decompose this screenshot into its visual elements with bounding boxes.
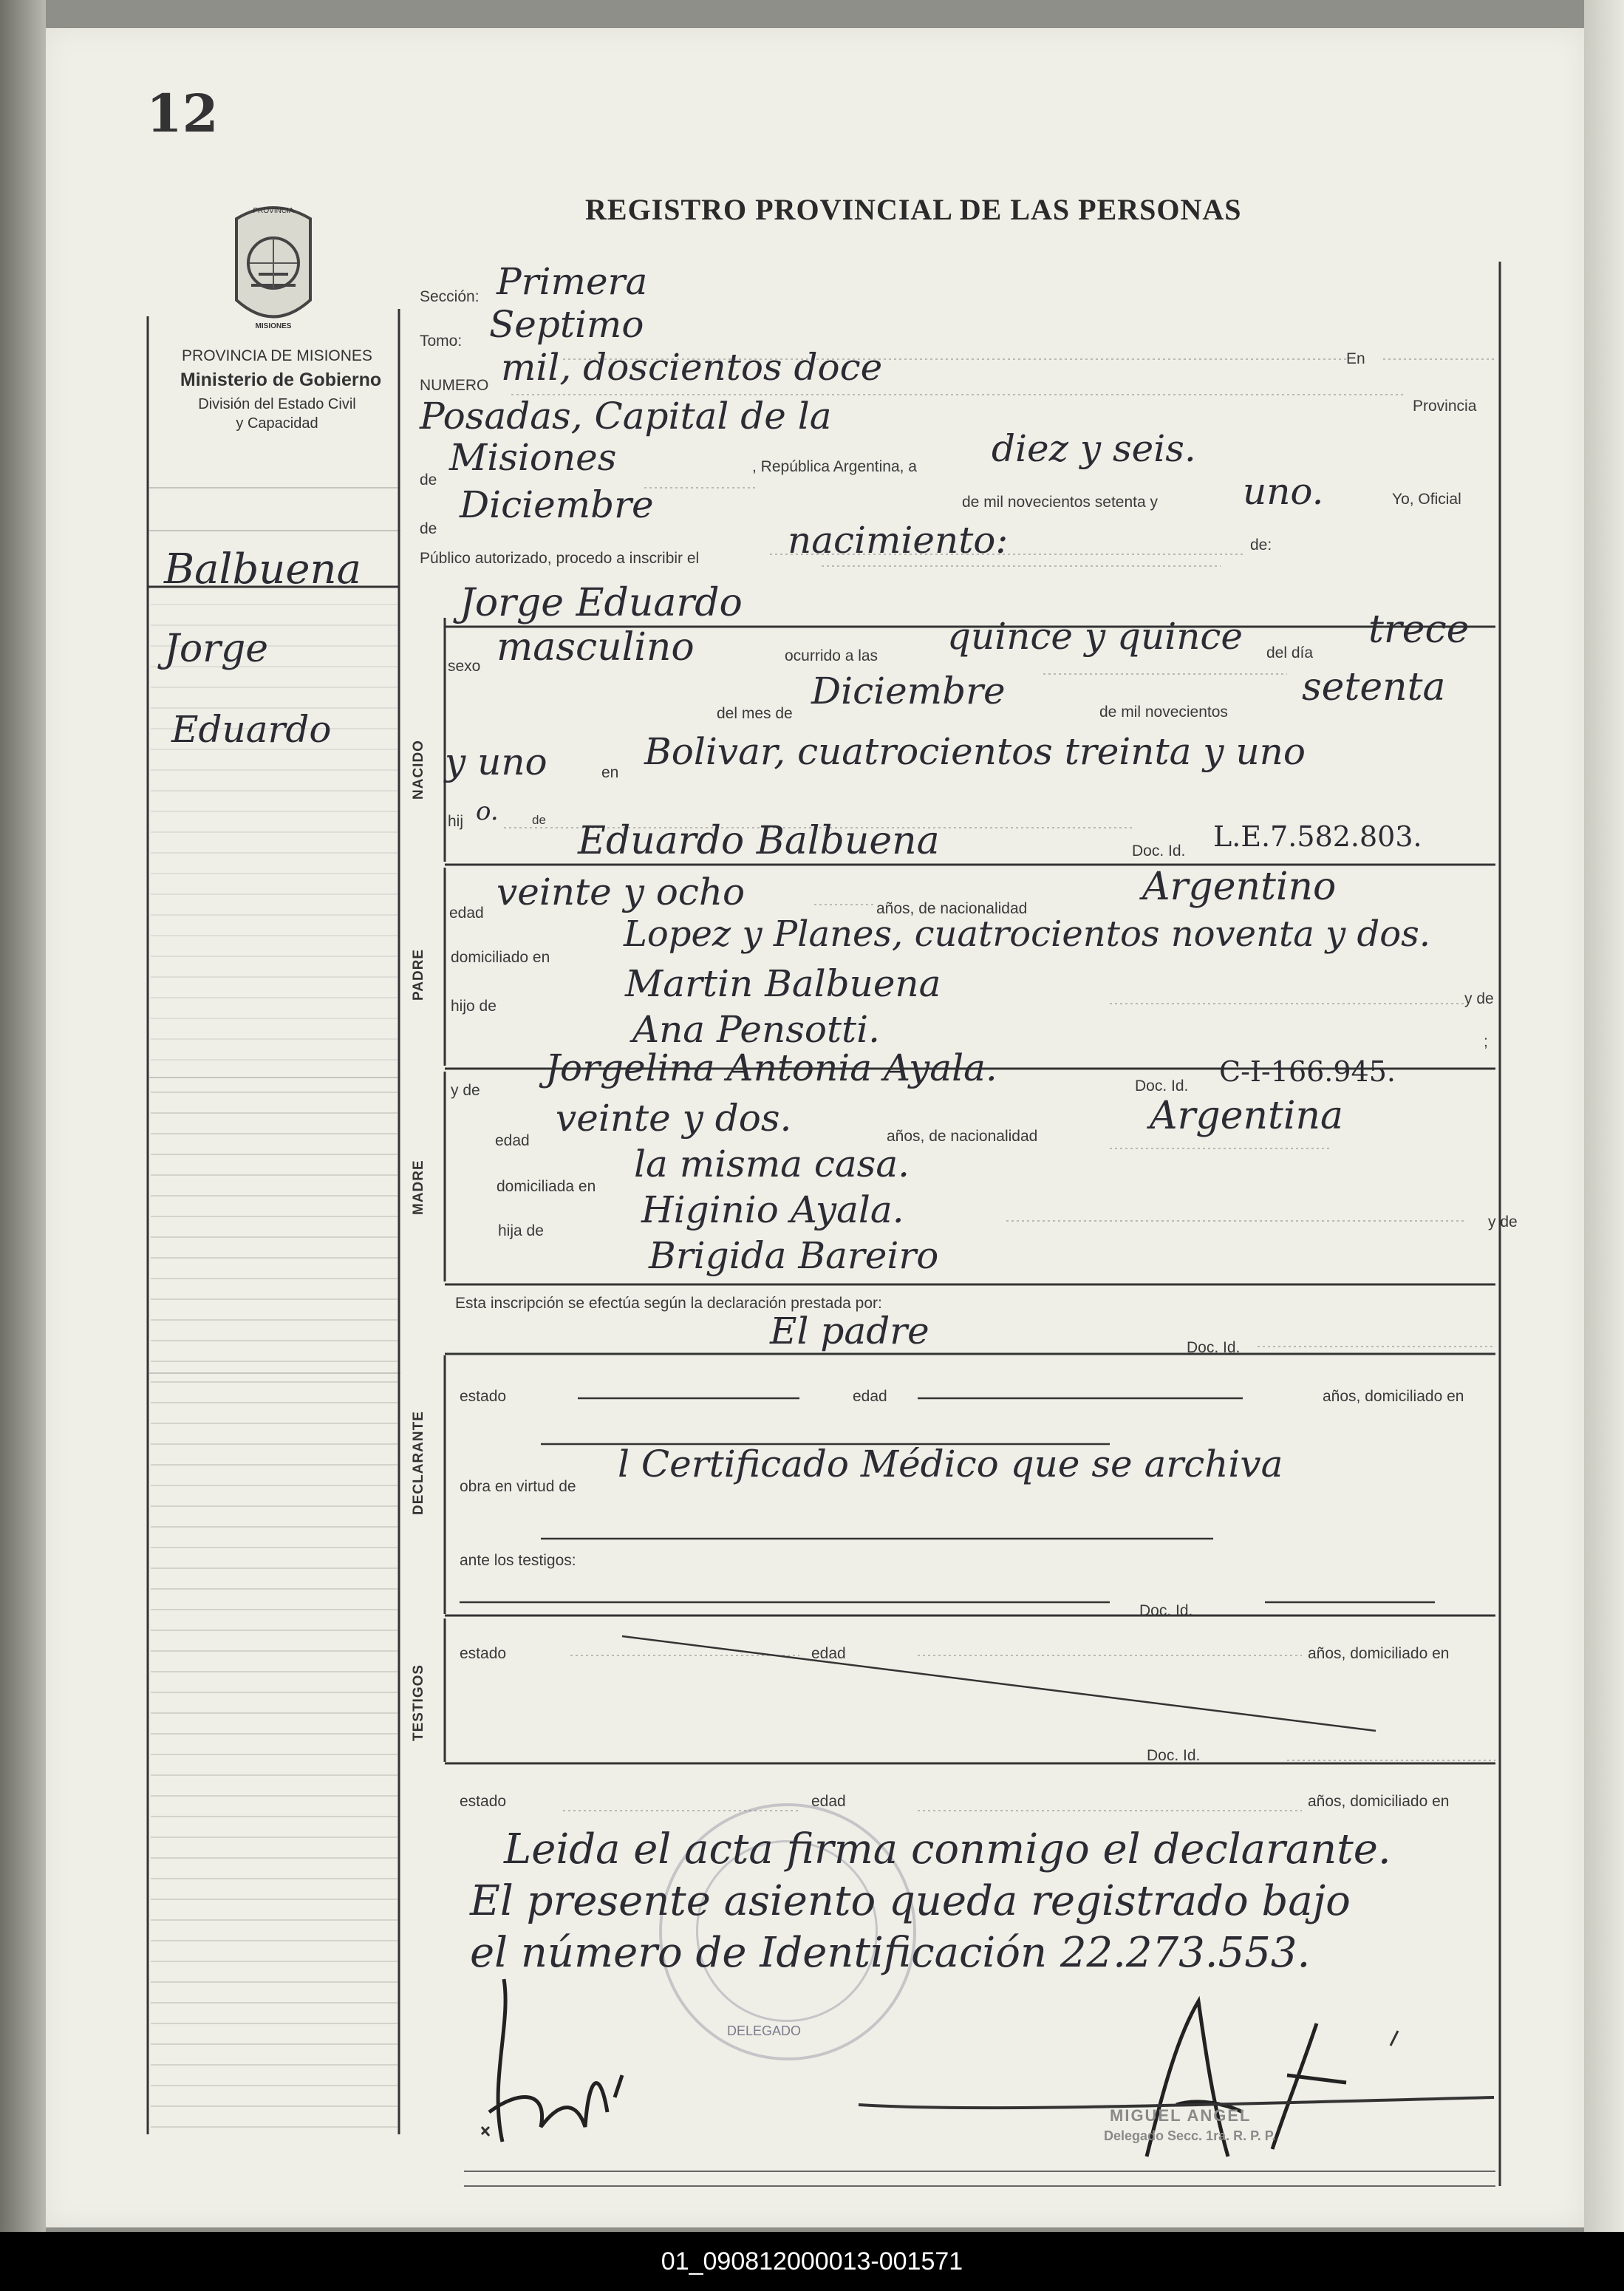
seal-line-2: Delegado Secc. 1ra. R. P. P.	[1104, 2128, 1276, 2143]
emblem-label: PROVINCIA	[253, 207, 294, 215]
hijo-label: hij	[448, 813, 464, 830]
de-mil-label: de mil novecientos setenta y	[962, 494, 1158, 511]
padre-nac-value: Argentino	[1142, 865, 1337, 909]
closing-line-3: el número de Identificación 22.273.553.	[470, 1929, 1311, 1977]
abuelo-pat-value: Martin Balbuena	[625, 962, 941, 1005]
de-label-3: de:	[1250, 537, 1272, 554]
dia-value: diez y seis.	[992, 427, 1196, 470]
abuela-mat-value: Brigida Bareiro	[649, 1234, 939, 1277]
semicolon-label: ;	[1484, 1033, 1488, 1050]
del-dia-label: del día	[1266, 644, 1314, 661]
en-label: En	[1346, 350, 1365, 367]
y-de-label-2: y de	[451, 1082, 480, 1099]
margin-name2: Eduardo	[171, 708, 332, 751]
page-title: REGISTRO PROVINCIAL DE LAS PERSONAS	[585, 193, 1242, 226]
declarant-signature	[460, 1964, 681, 2156]
estado-label-2: estado	[460, 1645, 507, 1662]
edad-label-5: edad	[811, 1793, 846, 1810]
obra-value: l Certificado Médico que se archiva	[618, 1443, 1283, 1485]
doc-id-label-4: Doc. Id.	[1139, 1602, 1193, 1619]
provincia-value: Misiones	[449, 436, 617, 479]
abuela-pat-value: Ana Pensotti.	[632, 1008, 881, 1051]
abuelo-mat-value: Higinio Ayala.	[641, 1188, 904, 1231]
provincia-label: Provincia	[1413, 398, 1477, 415]
padre-edad-value: veinte y ocho	[497, 871, 746, 913]
numero-value: mil, doscientos doce	[501, 346, 883, 389]
yo-oficial-label: Yo, Oficial	[1392, 491, 1461, 508]
seccion-value: Primera	[497, 260, 648, 303]
declarante-value: El padre	[770, 1310, 929, 1352]
hija-de-label: hija de	[498, 1222, 544, 1239]
doc-id-label: Doc. Id.	[1132, 842, 1186, 859]
anio-nac2-value: y uno	[445, 741, 547, 783]
domiciliado-label: domiciliado en	[451, 949, 550, 966]
sexo-value: masculino	[497, 625, 695, 670]
doc-id-label-5: Doc. Id.	[1147, 1747, 1201, 1764]
acto-value: nacimiento:	[788, 519, 1009, 562]
y-de-label-3: y de	[1488, 1213, 1518, 1230]
doc-id-label-3: Doc. Id.	[1187, 1339, 1241, 1356]
section-madre: MADRE	[411, 1160, 426, 1215]
anios-nac-label-2: años, de nacionalidad	[887, 1128, 1038, 1145]
en-label-2: en	[601, 764, 619, 781]
hora-value: quince y quince	[947, 615, 1243, 658]
estado-label: estado	[460, 1388, 507, 1405]
lugar-value: Bolivar, cuatrocientos treinta y uno	[644, 730, 1306, 773]
madre-nombre-value: Jorgelina Antonia Ayala.	[545, 1046, 997, 1089]
emblem-sublabel: MISIONES	[255, 322, 292, 330]
page-number: 12	[146, 83, 219, 144]
book-spine	[0, 0, 46, 2232]
obra-label: obra en virtud de	[460, 1478, 576, 1495]
domiciliada-label: domiciliada en	[497, 1178, 596, 1195]
edad-label-4: edad	[811, 1645, 846, 1662]
anio-nac-value: setenta	[1302, 665, 1446, 709]
y-de-label: y de	[1464, 990, 1494, 1007]
anios-dom-label-3: años, domiciliado en	[1308, 1793, 1450, 1810]
hijo-value: o.	[476, 797, 499, 826]
madre-edad-value: veinte y dos.	[556, 1097, 792, 1140]
province-line2: Ministerio de Gobierno	[180, 370, 382, 390]
edad-label: edad	[449, 905, 484, 922]
registry-page	[46, 28, 1584, 2227]
section-padre: PADRE	[411, 948, 426, 1001]
madre-doc-value: C-I-166.945.	[1219, 1055, 1396, 1088]
de-label-4: de	[532, 813, 546, 827]
sexo-label: sexo	[448, 658, 481, 675]
section-declarante: DECLARANTE	[411, 1411, 426, 1515]
anio-value: uno.	[1243, 470, 1324, 513]
seal-line-1: MIGUEL ANGEL	[1110, 2106, 1252, 2125]
en-value: Posadas, Capital de la	[420, 395, 832, 438]
anios-dom-label: años, domiciliado en	[1323, 1388, 1464, 1405]
madre-nac-value: Argentina	[1150, 1094, 1343, 1138]
esta-inscripcion-label: Esta inscripción se efectúa según la declaración prestada por:	[455, 1295, 882, 1312]
image-caption: 01_090812000013-001571	[0, 2232, 1624, 2291]
padre-doc-value: L.E.7.582.803.	[1213, 820, 1422, 853]
province-line1: PROVINCIA DE MISIONES	[182, 347, 372, 364]
province-line3: División del Estado Civil	[198, 396, 356, 412]
de-label-2: de	[420, 520, 437, 537]
mes-value: Diciembre	[460, 483, 654, 526]
province-line4: y Capacidad	[236, 415, 318, 432]
closing-line-2: El presente asiento queda registrado bajo	[470, 1877, 1351, 1925]
margin-name1: Jorge	[164, 627, 269, 671]
padre-nombre-value: Eduardo Balbuena	[578, 819, 940, 863]
seccion-label: Sección:	[420, 288, 480, 305]
closing-line-1: Leida el acta firma conmigo el declarante.	[504, 1825, 1391, 1873]
anios-dom-label-2: años, domiciliado en	[1308, 1645, 1450, 1662]
ocurrido-label: ocurrido a las	[785, 647, 878, 664]
official-signature	[829, 1994, 1509, 2171]
section-nacido: NACIDO	[411, 740, 426, 800]
numero-label: NUMERO	[420, 377, 489, 394]
republica-label: , República Argentina, a	[752, 458, 917, 475]
padre-dom-value: Lopez y Planes, cuatrocientos noventa y dos.	[624, 913, 1431, 955]
dia-nac-value: trece	[1368, 607, 1470, 652]
tomo-label: Tomo:	[420, 333, 463, 350]
edad-label-3: edad	[853, 1388, 887, 1405]
margin-surname: Balbuena	[164, 545, 361, 593]
ante-testigos-label: ante los testigos:	[460, 1552, 576, 1569]
page-edge	[1584, 0, 1624, 2232]
stamp-text: DELEGADO	[727, 2023, 802, 2038]
section-testigos: TESTIGOS	[411, 1664, 426, 1741]
hijo-de-label: hijo de	[451, 998, 497, 1015]
estado-label-3: estado	[460, 1793, 507, 1810]
edad-label-2: edad	[495, 1132, 530, 1149]
de-mil-label-2: de mil novecientos	[1099, 704, 1228, 721]
madre-dom-value: la misma casa.	[634, 1143, 910, 1185]
mes-nac-value: Diciembre	[811, 670, 1006, 712]
de-label: de	[420, 472, 437, 489]
anios-nac-label: años, de nacionalidad	[876, 900, 1028, 917]
publico-label: Público autorizado, procedo a inscribir el	[420, 550, 700, 567]
tomo-value: Septimo	[489, 303, 644, 346]
del-mes-label: del mes de	[717, 705, 793, 722]
doc-id-label-2: Doc. Id.	[1135, 1078, 1189, 1095]
nombre-value: Jorge Eduardo	[460, 581, 743, 625]
